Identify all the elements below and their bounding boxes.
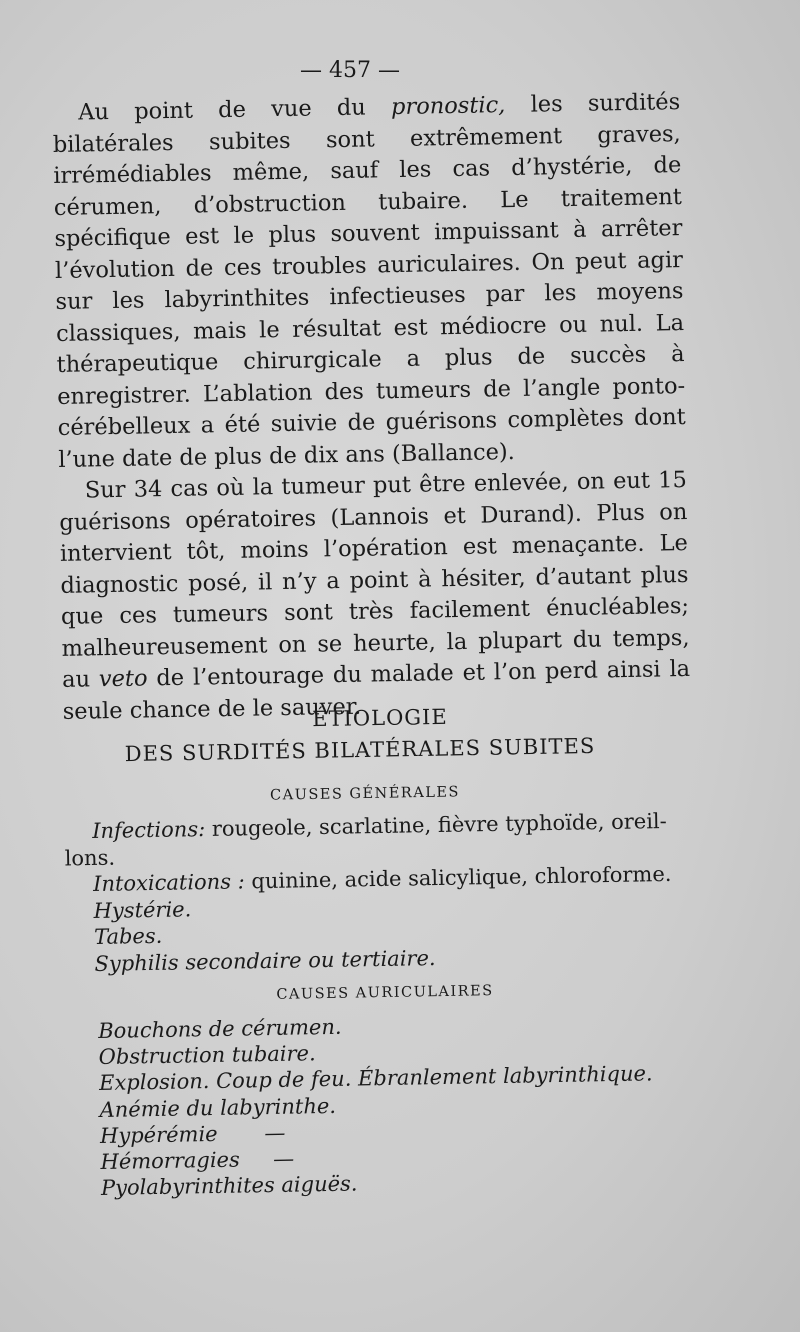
item-label: Intoxications : [92, 869, 245, 896]
section-title-line-2: DES SURDITÉS BILATÉRALES SUBITES [124, 733, 596, 767]
general-causes-heading: CAUSES GÉNÉRALES [269, 784, 461, 804]
auricular-causes-list [98, 1007, 741, 1202]
list-item: Hémorragies — [100, 1146, 295, 1174]
body-text [52, 87, 691, 728]
list-item: Hystérie. [93, 896, 192, 923]
list-item: Syphilis secondaire ou tertiaire. [94, 945, 436, 976]
paragraph-italic: veto [98, 665, 148, 693]
list-item: Obstruction tubaire. [98, 1041, 316, 1070]
paragraph-text: de l’entourage du malade et l’on perd ainsi la seule chance de le sauver. [62, 655, 691, 725]
page-number: — 457 — [300, 58, 400, 83]
list-item: Bouchons de cérumen. [98, 1014, 342, 1043]
item-text: rougeole, scarlatine, fièvre typhoïde, oreil- [204, 808, 667, 842]
list-item: Tabes. [93, 923, 163, 949]
list-item: Hypérémie — [99, 1120, 286, 1148]
auricular-causes-heading: CAUSES AURICULAIRES [276, 983, 494, 1003]
paragraph-tumours [59, 465, 691, 728]
item-label: Infections: [92, 817, 206, 843]
list-item: Explosion. Coup de feu. Ébranlement labyrinthique. [98, 1061, 653, 1096]
paragraph-prognosis [52, 87, 687, 476]
paragraph-text: Sur 34 cas où la tumeur put être enlevée, on eut 15 guérisons opératoires (Lannois et Durand). Plus on intervient tôt, moins l’opération est menaçante. Le diagnostic posé, il n’y a point à hésiter, d’autant plus que ces tumeurs sont très facilement énucléables; malheureusement on se heurte, la plupart du temps, au [59, 466, 690, 693]
list-item: Pyolabyrinthites aiguës. [100, 1171, 358, 1201]
section-title-line-1: ÉTIOLOGIE [312, 704, 448, 732]
paragraph-italic: pronostic, [390, 92, 506, 121]
item-text: quinine, acide salicylique, chloroforme. [244, 861, 672, 894]
list-item-continuation: lons. [64, 845, 116, 870]
general-causes-list [64, 807, 735, 977]
paragraph-text: les surdités bilatérales subites sont extrêmement graves, irrémédiables même, sauf les cas d’hystérie, de cérumen, d’obstruction tubaire. Le traitement spécifique est le plus souvent impuissant à arrêter l’évolution de ces troubles auriculaires. On peut agir sur les labyrinthites infectieuses par les moyens classiques, mais le résultat est médiocre ou nul. La thérapeutique chirurgicale a plus de succès à enregistrer. L’ablation des tumeurs de l’angle ponto-cérébelleux a été suivie de guérisons complètes dont l’une date de plus de dix ans (Ballance). [52, 89, 686, 473]
list-item: Anémie du labyrinthe. [99, 1093, 337, 1122]
paragraph-text: Au point de vue du [78, 94, 392, 126]
